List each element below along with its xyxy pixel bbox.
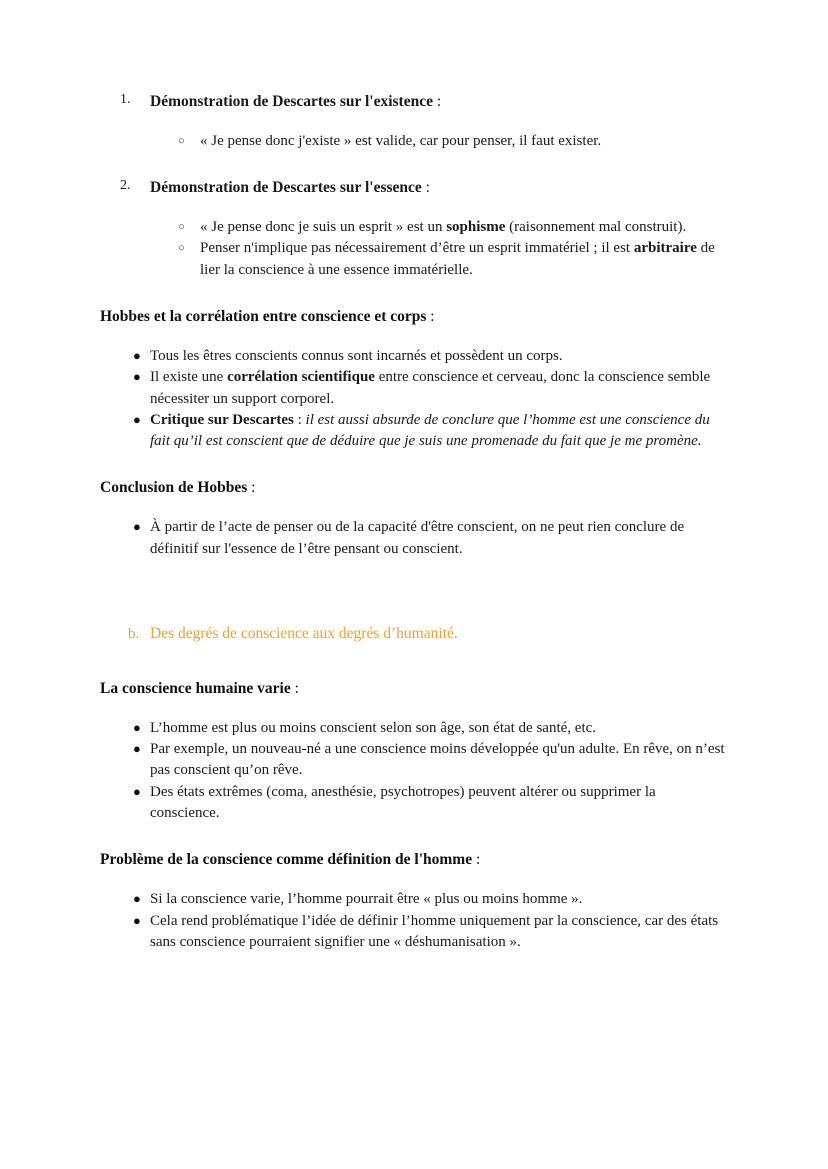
sections-group-two <box>100 679 728 953</box>
spacer <box>100 452 728 478</box>
filled-bullet-icon: ● <box>133 411 141 427</box>
sub-bullet-list <box>100 217 728 281</box>
spacer <box>100 824 728 850</box>
list-item <box>100 889 728 910</box>
text-run: Par exemple, un nouveau-né a une conscience moins développée qu'un adulte. En rêve, on n’est pas conscient qu’on rêve. <box>150 741 725 779</box>
spacer <box>100 645 728 679</box>
numbered-item-heading <box>100 178 728 199</box>
heading-colon: : <box>247 479 256 497</box>
numbered-item <box>100 92 728 178</box>
hollow-bullet-icon: ○ <box>178 242 185 255</box>
emphasis-italic: il est aussi absurde de conclure que l’homme est une conscience du fait qu’il est conscient que de déduire que je suis une promenade du fait que je me promène. <box>150 411 710 450</box>
section-heading <box>100 850 728 871</box>
section-heading-text: La conscience humaine varie <box>100 679 291 697</box>
heading-colon: : <box>290 679 299 697</box>
spacer <box>100 560 728 624</box>
text-run: Des états extrêmes (coma, anesthésie, psychotropes) peuvent altérer ou supprimer la conscience. <box>150 783 656 821</box>
filled-bullet-icon: ● <box>133 891 141 907</box>
spacer <box>100 700 728 718</box>
sub-bullet-list <box>100 131 728 152</box>
spacer <box>100 113 728 131</box>
text-run: de lier la conscience à une essence immatérielle. <box>200 240 715 278</box>
hollow-bullet-icon: ○ <box>178 221 185 234</box>
list-number-marker: 1. <box>120 92 131 107</box>
document-section <box>100 850 728 953</box>
document-section <box>100 307 728 452</box>
subsection-title-text: Des degrés de conscience aux degrés d’humanité. <box>150 624 458 642</box>
section-heading-text: Problème de la conscience comme définition de l'homme <box>100 851 473 869</box>
list-number-marker: 2. <box>120 178 131 194</box>
spacer <box>100 152 728 178</box>
section-heading <box>100 478 728 499</box>
numbered-item-title <box>150 179 430 196</box>
subsection-letter-marker: b. <box>128 625 140 642</box>
spacer <box>100 499 728 517</box>
bullet-list <box>100 718 728 824</box>
text-run: « Je pense donc je suis un esprit » est un <box>200 219 447 236</box>
filled-bullet-icon: ● <box>133 783 141 799</box>
section-heading <box>100 307 728 328</box>
subsection-heading <box>100 624 728 645</box>
list-item <box>100 739 728 782</box>
list-item <box>100 367 728 410</box>
emphasis-bold: Critique sur Descartes <box>150 411 294 428</box>
hollow-bullet-icon: ○ <box>178 134 185 147</box>
list-item <box>100 782 728 825</box>
sub-list-item <box>100 217 728 238</box>
filled-bullet-icon: ● <box>133 347 141 363</box>
list-item <box>100 517 728 560</box>
spacer <box>100 871 728 889</box>
list-item <box>100 718 728 739</box>
text-run: (raisonnement mal construit). <box>505 219 687 236</box>
filled-bullet-icon: ● <box>133 741 141 757</box>
spacer <box>100 199 728 217</box>
numbered-item-heading <box>100 92 728 113</box>
text-run: entre conscience et cerveau, donc la conscience semble nécessiter un support corporel. <box>150 369 711 407</box>
sub-list-item <box>100 131 728 152</box>
document-body <box>100 92 728 953</box>
filled-bullet-icon: ● <box>133 519 141 535</box>
bullet-list <box>100 517 728 560</box>
list-item <box>100 346 728 367</box>
numbered-list <box>100 92 728 281</box>
text-run: À partir de l’acte de penser ou de la capacité d'être conscient, on ne peut rien conclure de définitif sur l'essence de l’être pensant ou conscient. <box>150 519 685 557</box>
list-item <box>100 410 728 453</box>
filled-bullet-icon: ● <box>133 912 141 928</box>
emphasis-bold: sophisme <box>446 219 506 236</box>
sections-group-one <box>100 307 728 560</box>
numbered-item <box>100 178 728 281</box>
bullet-list <box>100 889 728 953</box>
text-run: Si la conscience varie, l’homme pourrait être « plus ou moins homme ». <box>150 891 583 908</box>
spacer <box>100 281 728 307</box>
spacer <box>100 328 728 346</box>
text-run: Il existe une <box>150 369 228 386</box>
filled-bullet-icon: ● <box>133 369 141 385</box>
numbered-item-title-text: Démonstration de Descartes sur l'existence <box>150 93 433 110</box>
heading-colon: : <box>426 308 435 326</box>
numbered-item-title <box>150 93 441 110</box>
section-heading-text: Conclusion de Hobbes <box>100 479 248 497</box>
sub-list-item <box>100 238 728 281</box>
emphasis-bold: corrélation scientifique <box>227 369 375 386</box>
bullet-list <box>100 346 728 452</box>
heading-colon: : <box>421 179 430 197</box>
numbered-item-title-text: Démonstration de Descartes sur l'essence <box>150 179 422 197</box>
heading-colon: : <box>432 93 442 110</box>
text-run: : <box>293 411 306 428</box>
text-run: Tous les êtres conscients connus sont incarnés et possèdent un corps. <box>150 347 563 364</box>
heading-colon: : <box>472 851 481 869</box>
list-item <box>100 911 728 954</box>
emphasis-bold: arbitraire <box>633 240 697 257</box>
section-heading <box>100 679 728 700</box>
document-section <box>100 478 728 560</box>
document-section <box>100 679 728 824</box>
text-run: Cela rend problématique l’idée de définir l’homme uniquement par la conscience, car des états sans conscience pourraient signifier une « déshumanisation ». <box>150 912 719 950</box>
section-heading-text: Hobbes et la corrélation entre conscience et corps <box>100 308 427 326</box>
text-run: « Je pense donc j'existe » est valide, car pour penser, il faut exister. <box>200 132 602 149</box>
text-run: Penser n'implique pas nécessairement d’être un esprit immatériel ; il est <box>200 240 634 257</box>
text-run: L’homme est plus ou moins conscient selon son âge, son état de santé, etc. <box>150 719 597 736</box>
filled-bullet-icon: ● <box>133 719 141 735</box>
